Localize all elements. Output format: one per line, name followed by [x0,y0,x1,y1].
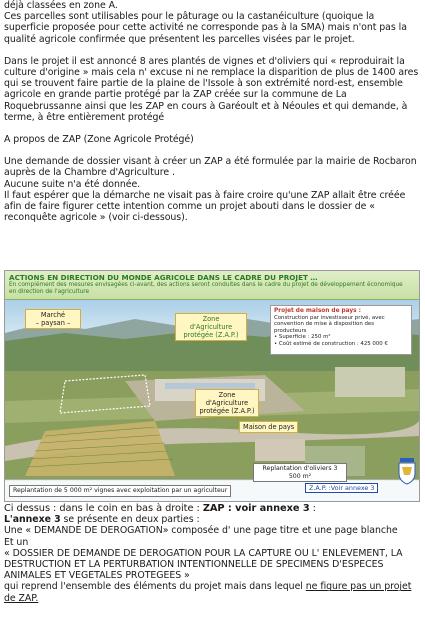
municipal-crest-icon [397,457,417,485]
paragraph-demande-zap: Une demande de dossier visant à créer un ZAP a été formulée par la mairie de Rocbaron auprès de la Chambre d'Agriculture . [4,156,417,179]
info-maison-de-pays [270,305,412,355]
post-figure-text [4,503,421,604]
paragraph-dossier: « DOSSIER DE DEMANDE DE DEROGATION POUR LA CAPTURE OU L' ENLEVEMENT, LA DESTRUCTION ET LA PERTURBATION INTENTIONNELLE DE SPECIMENS D'ESPECES ANIMALES ET VEGETALES PROTEGEES » [4,547,403,582]
project-figure [4,270,420,502]
paragraph-demarche: Il faut espérer que la démarche ne visait pas à faire croire qu'une ZAP allait être créée afin de faire figurer cette intention comme un projet abouti dans le dossier de « reconquête agricole » (voir ci-dessous). [4,189,406,224]
paragraph-zone-a: déjà classées en zone A. [4,0,118,11]
paragraph-annexe-3: L'annexe 3 se présente en deux parties : [4,514,200,526]
underlined-ne-figure-pas: ne figure pas un projet de ZAP. [4,581,412,604]
info-line-3: • Coût estimé de construction : 425 000 € [274,340,388,347]
figure-header [5,271,419,300]
figure-title: ACTIONS EN DIRECTION DU MONDE AGRICOLE DANS LE CADRE DU PROJET … [9,273,318,282]
info-title: Projet de maison de pays : [274,308,361,314]
paragraph-demande-derogation: Une « DEMANDE DE DEROGATION» composée d' une page titre et une page blanche [4,525,398,537]
info-line-1: Construction par investisseur privé, avec convention de mise à disposition des producteurs [274,314,385,334]
info-line-2: • Superficie : 250 m² [274,334,331,340]
paragraph-aucune-suite: Aucune suite n'a été donnée. [4,178,141,190]
paragraph-reprend: qui reprend l'ensemble des éléments du projet mais dans lequel ne figure pas un projet de ZAP. [4,581,412,604]
document-body [4,0,421,223]
figure-subtitle: En complément des mesures envisagées ci-avant, des actions seront conduites dans le cadre du projet de développement économique en direction de l'agriculture [9,282,403,295]
label-maison-de-pays: Maison de pays [239,421,298,433]
label-zone-zap: Zone d'Agriculture protégée (Z.A.P.) [175,313,247,341]
label-marche-paysan: Marché – paysan – [25,309,81,329]
paragraph-parcelles: Ces parcelles sont utilisables pour le pâturage ou la castanéiculture (quoique la superficie proposée pour cette activité ne corresponde pas à la SMA) mais n'ont pas la qualité agricole confirmée que présentent les parcelles visées par le projet. [4,11,407,45]
label-zone-agriculture-2: Zone d'Agriculture protégée (Z.A.P.) [195,389,259,417]
label-vignes: Replantation de 5 000 m² vignes avec exploitation par un agriculteur [9,485,231,497]
label-oliviers: Replantation d'oliviers 3 500 m² [253,463,347,482]
paragraph-et-un: Et un [4,536,29,548]
heading-a-propos-zap: A propos de ZAP (Zone Agricole Protégé) [4,134,194,146]
paragraph-projet-vignes: Dans le projet il est annoncé 8 ares plantés de vignes et d'oliviers qui « reproduirait la culture d'origine » mais cela n' excuse ni ne remplace la disparition de plus de 1400 ares qui se trouvent faire partie de la plaine de l'Issole à son extrémité nord-est, ensemble agricole en grande partie protégé par la ZAP créée sur la commune de La Roquebrussanne ainsi que les ZAP en cours à Garéoult et à Néoules et qui demande, à terme, à être entièrement protégé [4,55,419,123]
paragraph-ci-dessus: Ci dessus : dans le coin en bas à droite : ZAP : voir annexe 3 : [4,503,316,514]
zap-annexe-caption: Z.A.P. :Voir annexe 3 [305,483,378,493]
